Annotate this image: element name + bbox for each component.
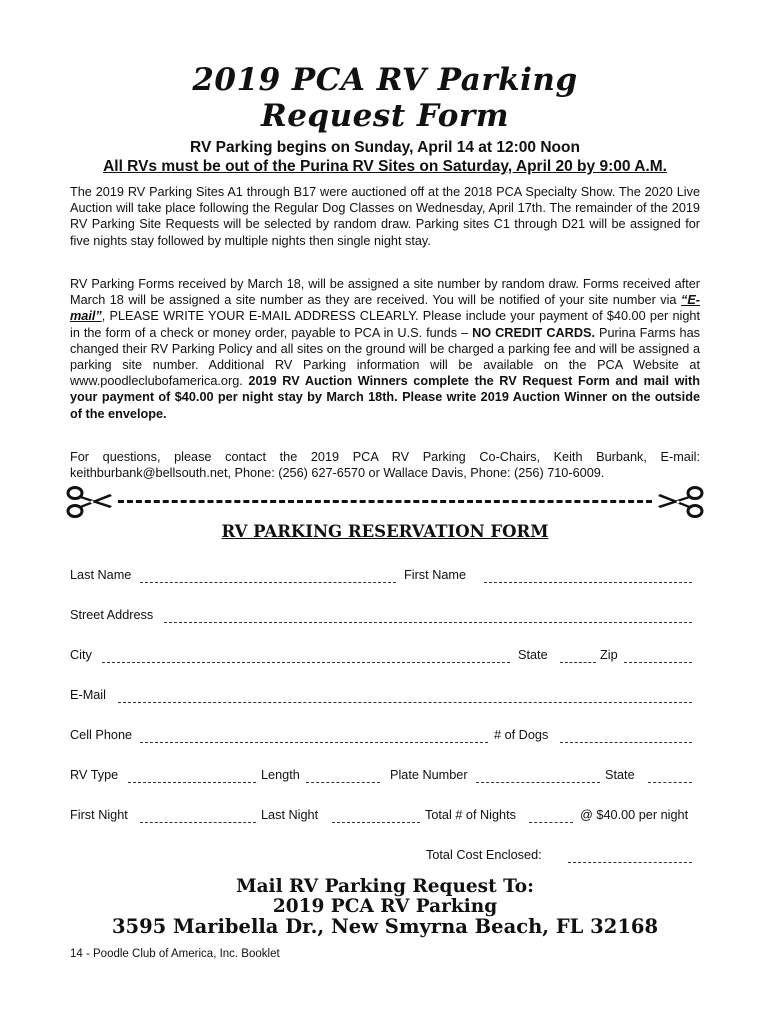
plate-number-field[interactable] [476,770,600,783]
start-notice: RV Parking begins on Sunday, April 14 at 12:00 Noon [190,139,580,156]
no-credit-cards-notice: NO CREDIT CARDS. [472,325,595,340]
first-name-label: First Name [404,568,467,582]
num-dogs-label: # of Dogs [494,728,549,742]
first-name-field[interactable] [484,570,692,583]
mail-to-heading: Mail RV Parking Request To: [236,876,534,897]
reservation-form-title: RV PARKING RESERVATION FORM [221,522,549,541]
total-nights-label: Total # of Nights [425,808,516,822]
city-row [70,648,702,668]
total-cost-label: Total Cost Enclosed: [426,848,542,862]
instructions-paragraph [70,276,700,422]
total-nights-field[interactable] [529,810,573,823]
contact-paragraph: For questions, please contact the 2019 PCA RV Parking Co-Chairs, Keith Burbank, E-mail: keithburbank@bellsouth.net, Phone: (256) 627-6570 or Wallace Davis, Phone: (256) 710-6009. [70,450,700,481]
name-row [70,568,702,588]
email-emphasis: “E-mail” [70,293,700,324]
city-field[interactable] [102,650,510,663]
dashed-divider [118,500,652,503]
last-night-label: Last Night [261,808,319,822]
email-row [70,688,702,708]
auction-paragraph: The 2019 RV Parking Sites A1 through B17 were auctioned off at the 2018 PCA Specialty Show. The 2020 Live Auction will take place following the Regular Dog Classes on Wednesday, April 17th. The remainder of the 2019 RV Parking Site Requests will be selected by random draw. Parking sites C1 through D21 will be assigned for five nights stay followed by multiple nights then single night stay. [70,185,700,248]
first-night-field[interactable] [140,810,256,823]
email-field[interactable] [118,690,692,703]
num-dogs-field[interactable] [560,730,692,743]
plate-number-label: Plate Number [390,768,468,782]
length-field[interactable] [306,770,380,783]
total-cost-row [70,848,702,868]
cut-line [66,484,704,520]
auction-winners-notice: 2019 RV Auction Winners complete the RV Request Form and mail with your payment of $40.00 per night stay by March 18th. Please write 2019 Auction Winner on the outside of the envelope. [70,374,700,421]
state-label: State [518,648,548,662]
cell-phone-label: Cell Phone [70,728,133,742]
street-row [70,608,702,628]
nights-row [70,808,702,828]
zip-field[interactable] [624,650,692,663]
page-title-line2: Request Form [260,98,510,134]
phone-row [70,728,702,748]
page-title-line1: 2019 PCA RV Parking [192,62,578,98]
last-name-label: Last Name [70,568,132,582]
length-label: Length [261,768,300,782]
state-field[interactable] [560,650,596,663]
cell-phone-field[interactable] [140,730,488,743]
rv-type-label: RV Type [70,768,119,782]
last-name-field[interactable] [140,570,396,583]
scissors-icon [66,484,114,520]
first-night-label: First Night [70,808,128,822]
nightly-rate: @ $40.00 per night [580,808,689,822]
scissors-icon [656,484,704,520]
last-night-field[interactable] [332,810,420,823]
zip-label: Zip [600,648,618,662]
plate-state-field[interactable] [648,770,692,783]
street-address-label: Street Address [70,608,154,622]
mail-to-recipient: 2019 PCA RV Parking [272,896,498,917]
vehicle-row [70,768,702,788]
checkout-notice: All RVs must be out of the Purina RV Sites on Saturday, April 20 by 9:00 A.M. [103,158,667,175]
page-footer: 14 - Poodle Club of America, Inc. Booklet [70,948,280,960]
instructions-text-c: Purina Farms has changed their RV Parking Policy and all sites on the ground will be charged a parking fee and will be assigned a parking site number. Additional RV Parking information will be available on the PCA Website at www.poodleclubofamerica.org. [70,325,701,389]
instructions-text-b: , PLEASE WRITE YOUR E-MAIL ADDRESS CLEARLY. Please include your payment of $40.00 per night in the form of a check or money order, payable to PCA in U.S. funds – [70,309,700,340]
email-label: E-Mail [70,688,106,702]
street-address-field[interactable] [164,610,692,623]
plate-state-label: State [605,768,635,782]
city-label: City [70,648,92,662]
rv-type-field[interactable] [128,770,256,783]
instructions-text-a: RV Parking Forms received by March 18, will be assigned a site number by random draw. Forms received after March 18 will be assigned a site number as they are received. You will be notified of your site number via [70,277,700,308]
mail-to-address: 3595 Maribella Dr., New Smyrna Beach, FL 32168 [111,915,659,938]
total-cost-field[interactable] [568,850,692,863]
